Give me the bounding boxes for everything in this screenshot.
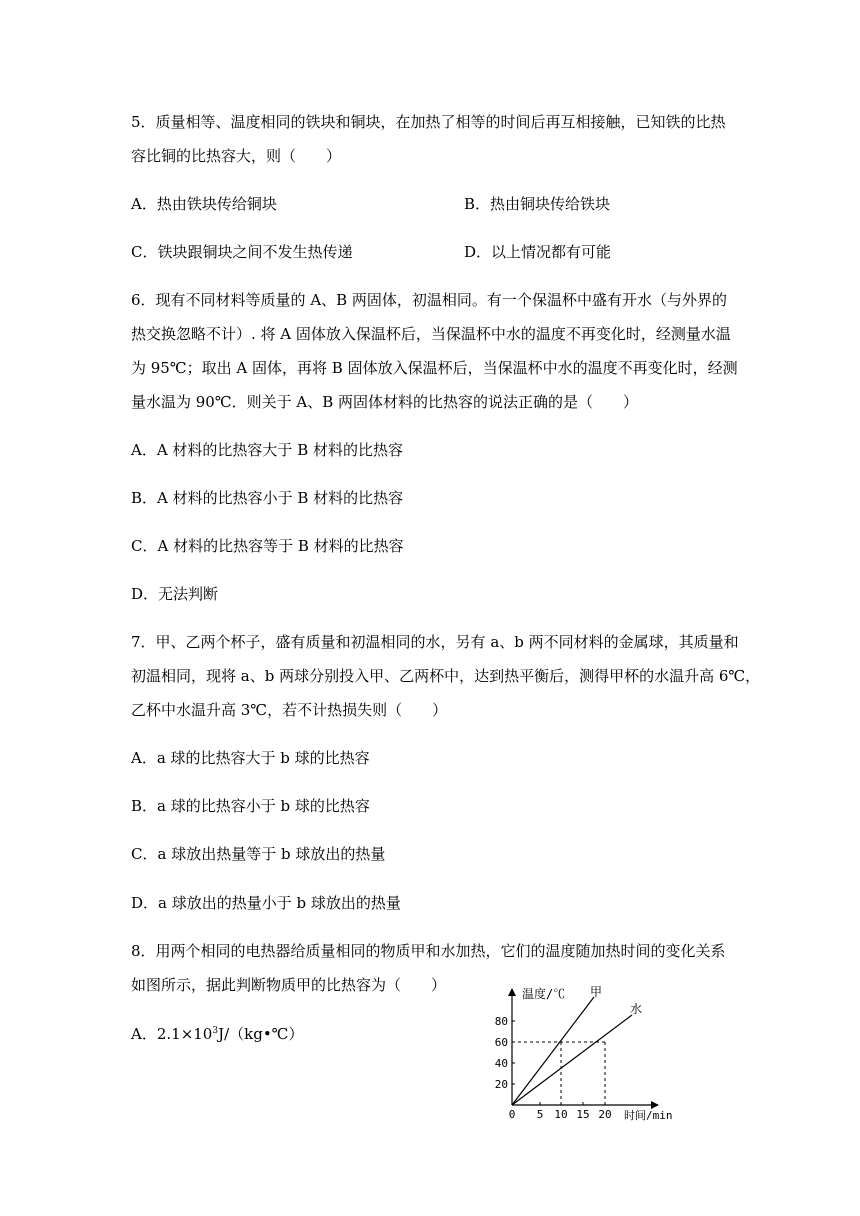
q6-stem-line1: 6．现有不同材料等质量的 A、B 两固体，初温相同。有一个保温杯中盛有开水（与外界的 xyxy=(131,291,727,309)
series-jia-line xyxy=(512,997,594,1105)
q5-option-d: D．以上情况都有可能 xyxy=(464,243,612,261)
q8-stem-line1: 8．用两个相同的电热器给质量相同的物质甲和水加热，它们的温度随加热时间的变化关系 xyxy=(131,942,726,960)
q6-option-d: D．无法判断 xyxy=(131,585,219,603)
q8-option-a-exponent: 3 xyxy=(212,1026,219,1036)
series-jia-label: 甲 xyxy=(590,985,603,999)
q6-stem-line4: 量水温为 90℃．则关于 A、B 两固体材料的比热容的说法正确的是（ ） xyxy=(131,393,639,411)
x-tick-label-5: 5 xyxy=(536,1108,544,1121)
y-tick-label-60: 60 xyxy=(494,1036,508,1049)
q5-option-b: B．热由铜块传给铁块 xyxy=(464,195,611,213)
x-tick-label-15: 15 xyxy=(576,1108,590,1121)
q7-stem-line3: 乙杯中水温升高 3℃，若不计热损失则（ ） xyxy=(131,701,448,719)
q6-stem-line2: 热交换忽略不计）. 将 A 固体放入保温杯后，当保温杯中水的温度不再变化时，经测量水温 xyxy=(131,325,731,343)
q5-stem-line1: 5．质量相等、温度相同的铁块和铜块，在加热了相等的时间后再互相接触，已知铁的比热 xyxy=(131,113,726,131)
q5-option-c: C．铁块跟铜块之间不发生热传递 xyxy=(131,243,353,261)
q7-option-a: A．a 球的比热容大于 b 球的比热容 xyxy=(131,749,370,767)
q5-option-a: A．热由铁块传给铜块 xyxy=(131,195,277,213)
series-water-label: 水 xyxy=(630,1002,643,1016)
q8-option-a-suffix: J/（kg•℃） xyxy=(218,1025,304,1043)
x-tick-label-20: 20 xyxy=(598,1108,612,1121)
q8-stem-line2: 如图所示，据此判断物质甲的比热容为（ ） xyxy=(131,976,447,994)
q6-option-b: B．A 材料的比热容小于 B 材料的比热容 xyxy=(131,489,404,507)
q7-option-d: D．a 球放出的热量小于 b 球放出的热量 xyxy=(131,894,401,912)
q8-option-a xyxy=(131,1024,303,1044)
x-tick-label-0: 0 xyxy=(508,1108,516,1121)
q7-option-b: B．a 球的比热容小于 b 球的比热容 xyxy=(131,797,370,815)
q7-option-c: C．a 球放出热量等于 b 球放出的热量 xyxy=(131,845,386,863)
temperature-time-graph xyxy=(494,985,690,1125)
q8-option-a-prefix: A．2.1×10 xyxy=(131,1025,213,1043)
q7-stem-line1: 7．甲、乙两个杯子，盛有质量和初温相同的水，另有 a、b 两不同材料的金属球，其质量和 xyxy=(131,633,739,651)
q6-option-a: A．A 材料的比热容大于 B 材料的比热容 xyxy=(131,441,403,459)
q6-stem-line3: 为 95℃；取出 A 固体，再将 B 固体放入保温杯后，当保温杯中水的温度不再变化时，经测 xyxy=(131,359,738,377)
y-axis-label: 温度/℃ xyxy=(522,987,566,1001)
q5-stem-line2: 容比铜的比热容大，则（ ） xyxy=(131,147,342,165)
y-tick-label-20: 20 xyxy=(494,1078,508,1091)
series-water-line xyxy=(512,1015,632,1105)
q7-stem-line2: 初温相同，现将 a、b 两球分别投入甲、乙两杯中，达到热平衡后，测得甲杯的水温升高 6℃， xyxy=(131,667,761,685)
x-tick-label-10: 10 xyxy=(554,1108,568,1121)
y-tick-label-80: 80 xyxy=(494,1015,508,1028)
q6-option-c: C．A 材料的比热容等于 B 材料的比热容 xyxy=(131,537,404,555)
y-tick-label-40: 40 xyxy=(494,1057,508,1070)
x-axis-label: 时间/min xyxy=(624,1109,673,1122)
